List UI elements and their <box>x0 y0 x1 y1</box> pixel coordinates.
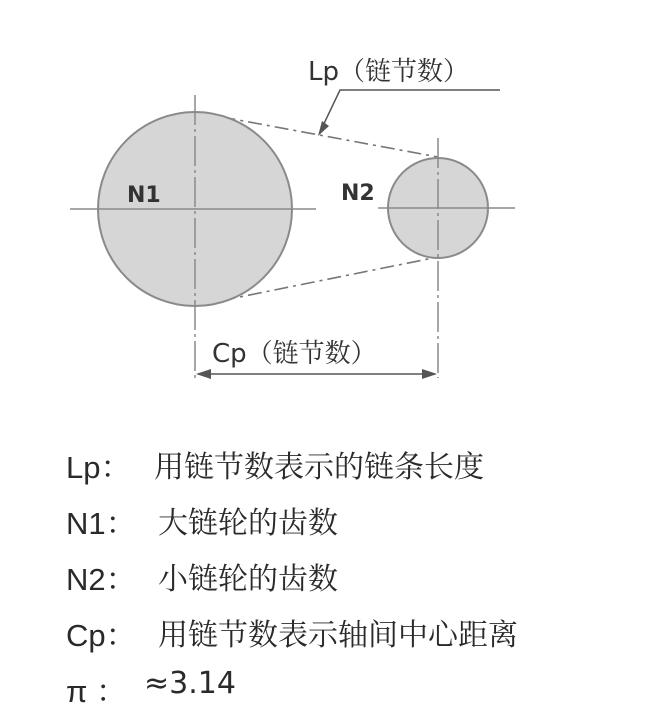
legend-description: 用链节数表示轴间中心距离 <box>158 618 518 653</box>
legend-row-n1 <box>66 492 636 548</box>
legend-row-pi <box>66 660 636 716</box>
legend-description: 用链节数表示的链条长度 <box>154 450 484 485</box>
legend-description: 小链轮的齿数 <box>158 562 338 597</box>
legend-description: 大链轮的齿数 <box>158 506 338 541</box>
n2-label: N2 <box>341 181 375 206</box>
n1-label: N1 <box>127 183 161 208</box>
legend-description: ≈3.14 <box>144 666 236 701</box>
legend <box>66 436 636 716</box>
cp-label: Cp（链节数） <box>212 339 377 369</box>
legend-term: N1： <box>66 506 137 541</box>
legend-term: Cp： <box>66 618 137 653</box>
lp-label: Lp（链节数） <box>308 57 469 87</box>
legend-term: Lp： <box>66 450 132 485</box>
cp-arrow-right <box>422 369 437 379</box>
legend-term: N2： <box>66 562 137 597</box>
legend-term: π ： <box>66 674 128 709</box>
lp-leader-line <box>320 90 500 132</box>
legend-row-cp <box>66 604 636 660</box>
cp-arrow-left <box>196 369 211 379</box>
legend-row-n2 <box>66 548 636 604</box>
legend-row-lp <box>66 436 636 492</box>
lp-leader-arrowhead <box>318 121 329 136</box>
